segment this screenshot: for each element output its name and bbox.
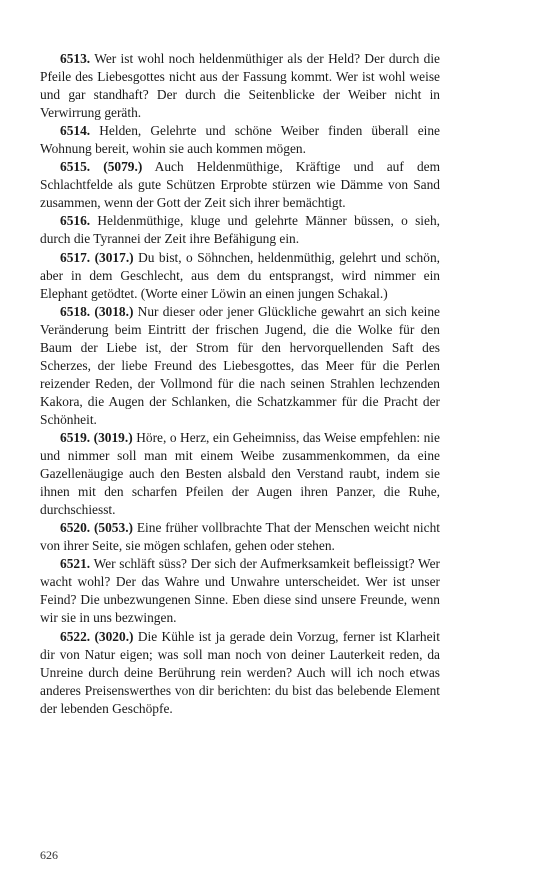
- entry-text: Wer schläft süss? Der sich der Aufmerksamkeit befleissigt? Wer wacht wohl? Der das Wahre und Unwahre unterscheidet. Wer ist unser Feind? Die unbezwungenen Sinne. Eben diese sind unsere Freunde, wenn wir sie in uns bezwingen.: [40, 556, 440, 626]
- entry-number: 6513.: [60, 51, 91, 66]
- entry-text: Auch Heldenmüthige, Kräftige und auf dem Schlachtfelde als gute Schützen Erprobte stürzen wie Dämme von Sand zusammen, wenn der Gott der Zeit sich ihrer bemächtigt.: [40, 159, 440, 211]
- entry-number: 6519. (3019.): [60, 429, 133, 445]
- entry-number: 6518. (3018.): [60, 303, 134, 319]
- entry-6513: [40, 50, 440, 122]
- entry-number: 6517. (3017.): [60, 249, 134, 265]
- entry-number: 6520. (5053.): [60, 520, 134, 536]
- entry-text: Nur dieser oder jener Glückliche gewahrt an sich keine Veränderung beim Eintritt der frischen Jugend, die die Wolke für den Baum der Liebe ist, der Strom für den hervorquellenden Saft des Scherzes, der liebe Freund des Liebesgottes, das Meer für die Perlen reizender Reden, der Vollmond für die nach seinen Strahlen lechzenden Kakora, die Augen der Schlanken, die Schatzkammer für die Pracht der Schönheit.: [40, 303, 440, 427]
- entry-6518: [40, 303, 440, 429]
- entry-text: Heldenmüthige, kluge und gelehrte Männer büssen, o sieh, durch die Tyrannei der Zeit ihre Befähigung ein.: [40, 213, 440, 247]
- page-number: 626: [40, 848, 58, 862]
- entry-6514: [40, 122, 440, 158]
- entry-6516: [40, 212, 440, 248]
- entry-number: 6514.: [60, 123, 91, 139]
- entry-number: 6516.: [60, 213, 91, 229]
- entry-text: Wer ist wohl noch heldenmüthiger als der Held? Der durch die Pfeile des Liebesgottes nicht aus der Fassung kommt. Wer ist wohl weise und gar standhaft? Der durch die Seitenblicke der Weiber nicht in Verwirrung geräth.: [40, 51, 441, 121]
- entry-text: Eine früher vollbrachte That der Menschen weicht nicht von ihrer Seite, sie mögen schlafen, gehen oder stehen.: [40, 520, 440, 554]
- entry-6521: [40, 555, 440, 627]
- entry-6519: [40, 429, 440, 519]
- entry-6520: [40, 519, 440, 555]
- entry-number: 6521.: [60, 556, 91, 572]
- entry-6517: [40, 249, 440, 303]
- entry-number: 6522. (3020.): [60, 628, 134, 644]
- entry-text: Höre, o Herz, ein Geheimniss, das Weise empfehlen: nie und nimmer soll man mit einem Weibe zusammenkommen, da eine Gazellenäugige auch den Besten alsbald den Verstand raubt, indem sie ihnen mit den scharfen Pfeilen der Augen ihren Panzer, die Ruhe, durchschiesst.: [40, 429, 440, 518]
- entry-text: Helden, Gelehrte und schöne Weiber finden überall eine Wohnung bereit, wohin sie auch kommen mögen.: [40, 123, 440, 157]
- entry-text: Die Kühle ist ja gerade dein Vorzug, ferner ist Klarheit dir von Natur eigen; was soll man noch von deiner Lauterkeit reden, da Unreine durch deine Berührung rein werden? Auch will ich noch etwas anderes Preisenswerthes von dir berichten: du bist das belebende Element der lebenden Geschöpfe.: [40, 628, 440, 716]
- page-body: [40, 50, 440, 718]
- entry-6515: [40, 158, 440, 212]
- entry-number: 6515. (5079.): [60, 159, 143, 175]
- entry-text: Du bist, o Söhnchen, heldenmüthig, gelehrt und schön, aber in dem Geschlecht, aus dem du entsprangst, wird nimmer ein Elephant getödtet. (Worte einer Löwin an einen jungen Schakal.): [40, 249, 440, 301]
- entry-6522: [40, 628, 440, 718]
